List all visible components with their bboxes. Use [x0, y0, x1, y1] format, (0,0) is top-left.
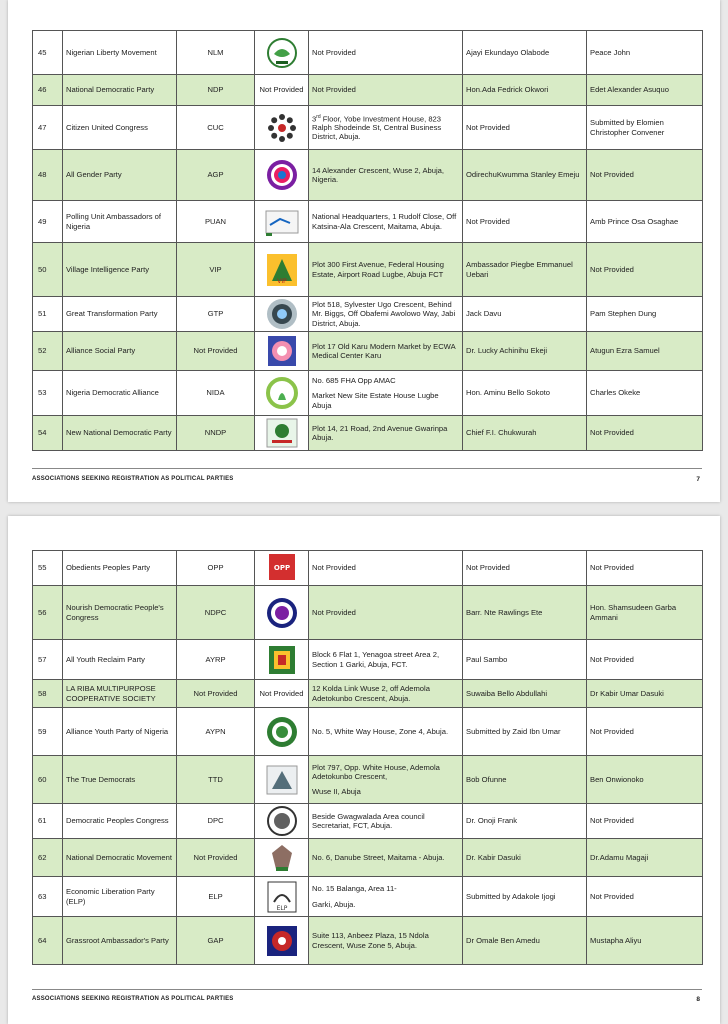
party-name: Alliance Social Party — [63, 332, 177, 371]
party-secretary: Not Provided — [587, 804, 703, 839]
page-number: 8 — [696, 996, 700, 1003]
party-secretary: Mustapha Aliyu — [587, 917, 703, 965]
party-name: Grassroot Ambassador's Party — [63, 917, 177, 965]
party-address — [309, 31, 463, 75]
address-line: Block 6 Flat 1, Yenagoa street Area 2, Section 1 Garki, Abuja, FCT. — [312, 650, 440, 669]
address-line-2: Market New Site Estate House Lugbe Abuja — [312, 391, 439, 410]
party-address — [309, 297, 463, 332]
party-secretary: Atugun Ezra Samuel — [587, 332, 703, 371]
address-superscript: rd — [316, 113, 321, 120]
party-abbreviation: NDP — [177, 75, 255, 106]
gap-logo-icon — [264, 924, 300, 958]
footer-divider — [32, 468, 702, 469]
party-chairman: Not Provided — [463, 201, 587, 243]
table-row — [33, 839, 703, 877]
party-secretary: Dr Kabir Umar Dasuki — [587, 680, 703, 708]
party-name: Polling Unit Ambassadors of Nigeria — [63, 201, 177, 243]
address-line: Plot 300 First Avenue, Federal Housing Estate, Airport Road Lugbe, Abuja FCT — [312, 260, 444, 279]
party-address — [309, 839, 463, 877]
party-address — [309, 708, 463, 756]
svg-text:ELP: ELP — [276, 904, 287, 912]
party-chairman: Chief F.I. Chukwurah — [463, 416, 587, 451]
party-secretary: Dr.Adamu Magaji — [587, 839, 703, 877]
address-line: Not Provided — [312, 47, 356, 57]
row-number: 58 — [33, 680, 63, 708]
party-logo — [255, 917, 309, 965]
row-number: 61 — [33, 804, 63, 839]
address-line: Floor, Yobe Investment House, 823 Ralph Shodeinde St, Central Business District, Abuja. — [312, 114, 442, 142]
party-secretary: Peace John — [587, 31, 703, 75]
address-line-2: Garki, Abuja. — [312, 899, 356, 909]
party-name: New National Democratic Party — [63, 416, 177, 451]
party-secretary: Amb Prince Osa Osaghae — [587, 201, 703, 243]
ndpc-logo-icon — [264, 596, 300, 630]
row-number: 49 — [33, 201, 63, 243]
party-logo — [255, 877, 309, 917]
party-chairman: Dr Omale Ben Amedu — [463, 917, 587, 965]
party-name: All Youth Reclaim Party — [63, 640, 177, 680]
row-number: 50 — [33, 243, 63, 297]
table-row — [33, 756, 703, 804]
footer-divider — [32, 989, 702, 990]
address-line: Not Provided — [312, 607, 356, 617]
party-abbreviation: VIP — [177, 243, 255, 297]
table-row — [33, 150, 703, 201]
party-logo — [255, 150, 309, 201]
party-name: Democratic Peoples Congress — [63, 804, 177, 839]
table-row — [33, 75, 703, 106]
table-row — [33, 551, 703, 586]
row-number: 47 — [33, 106, 63, 150]
party-chairman: Submitted by Adakole Ijogi — [463, 877, 587, 917]
party-chairman: Not Provided — [463, 551, 587, 586]
party-secretary: Not Provided — [587, 551, 703, 586]
party-secretary: Not Provided — [587, 416, 703, 451]
table-row — [33, 31, 703, 75]
nlm-logo-icon — [264, 36, 300, 70]
party-abbreviation: Not Provided — [177, 680, 255, 708]
party-secretary: Ben Onwionoko — [587, 756, 703, 804]
elp-logo-icon — [264, 880, 300, 914]
table-row — [33, 332, 703, 371]
party-abbreviation: ELP — [177, 877, 255, 917]
party-secretary: Not Provided — [587, 708, 703, 756]
ttd-logo-icon — [264, 763, 300, 797]
party-address — [309, 416, 463, 451]
address-line: Plot 14, 21 Road, 2nd Avenue Gwarinpa Abuja. — [312, 423, 448, 442]
party-name: The True Democrats — [63, 756, 177, 804]
party-chairman: Dr. Lucky Achinihu Ekeji — [463, 332, 587, 371]
table-row — [33, 708, 703, 756]
party-name: Great Transformation Party — [63, 297, 177, 332]
party-logo — [255, 640, 309, 680]
table-row — [33, 917, 703, 965]
party-abbreviation: NDPC — [177, 586, 255, 640]
party-address — [309, 150, 463, 201]
party-chairman: Jack Davu — [463, 297, 587, 332]
table-row — [33, 586, 703, 640]
party-address — [309, 680, 463, 708]
row-number: 56 — [33, 586, 63, 640]
address-line: Not Provided — [312, 563, 356, 573]
document-page-8 — [8, 516, 720, 1024]
party-address — [309, 332, 463, 371]
vip-logo-icon — [264, 253, 300, 287]
ndm-logo-icon — [264, 841, 300, 875]
address-line: Beside Gwagwalada Area council Secretariat, FCT, Abuja. — [312, 811, 425, 830]
party-logo — [255, 243, 309, 297]
party-name: Nigeria Democratic Alliance — [63, 371, 177, 416]
party-secretary: Submitted by Elomien Christopher Convener — [587, 106, 703, 150]
party-chairman: Barr. Nte Rawlings Ete — [463, 586, 587, 640]
address-line: No. 15 Balanga, Area 11- — [312, 884, 397, 894]
party-secretary: Not Provided — [587, 243, 703, 297]
party-abbreviation: Not Provided — [177, 839, 255, 877]
party-name: Economic Liberation Party (ELP) — [63, 877, 177, 917]
puan-logo-icon — [264, 205, 300, 239]
dpc-logo-icon — [264, 804, 300, 838]
party-name: Nourish Democratic People's Congress — [63, 586, 177, 640]
party-abbreviation: PUAN — [177, 201, 255, 243]
address-line-2: Wuse II, Abuja — [312, 787, 361, 797]
party-abbreviation: TTD — [177, 756, 255, 804]
party-name: Obedients Peoples Party — [63, 551, 177, 586]
row-number: 54 — [33, 416, 63, 451]
party-chairman: Dr. Kabir Dasuki — [463, 839, 587, 877]
party-secretary: Hon. Shamsudeen Garba Ammani — [587, 586, 703, 640]
party-address — [309, 804, 463, 839]
table-row — [33, 416, 703, 451]
party-address — [309, 371, 463, 416]
address-line: No. 685 FHA Opp AMAC — [312, 376, 396, 386]
row-number: 53 — [33, 371, 63, 416]
address-line: Plot 518, Sylvester Ugo Crescent, Behind Mr. Biggs, Off Obafemi Awolowo Way, Jabi District, Abuja. — [312, 300, 456, 328]
party-chairman: Dr. Onoji Frank — [463, 804, 587, 839]
address-line: 14 Alexander Crescent, Wuse 2, Abuja, Nigeria. — [312, 165, 444, 184]
party-chairman: Ajayi Ekundayo Olabode — [463, 31, 587, 75]
logo-not-provided: Not Provided — [259, 85, 304, 95]
address-line: Not Provided — [312, 85, 356, 95]
row-number: 62 — [33, 839, 63, 877]
table-row — [33, 201, 703, 243]
party-table — [32, 550, 703, 965]
party-secretary: Not Provided — [587, 150, 703, 201]
party-logo — [255, 31, 309, 75]
table-row — [33, 877, 703, 917]
party-address — [309, 551, 463, 586]
page-number: 7 — [696, 476, 700, 483]
party-chairman: OdirechuKwumma Stanley Emeju — [463, 150, 587, 201]
table-row — [33, 243, 703, 297]
party-logo — [255, 551, 309, 586]
party-name: All Gender Party — [63, 150, 177, 201]
party-chairman: Bob Ofunne — [463, 756, 587, 804]
table-row — [33, 371, 703, 416]
address-line: National Headquarters, 1 Rudolf Close, Off Katsina-Ala Crescent, Maitama, Abuja. — [312, 212, 457, 231]
party-abbreviation: AYRP — [177, 640, 255, 680]
party-logo — [255, 586, 309, 640]
table-row — [33, 106, 703, 150]
party-abbreviation: OPP — [177, 551, 255, 586]
nida-logo-icon — [264, 376, 300, 410]
party-name: Citizen United Congress — [63, 106, 177, 150]
row-number: 46 — [33, 75, 63, 106]
party-name: Nigerian Liberty Movement — [63, 31, 177, 75]
row-number: 51 — [33, 297, 63, 332]
party-chairman: Hon. Aminu Bello Sokoto — [463, 371, 587, 416]
party-abbreviation: NNDP — [177, 416, 255, 451]
svg-text:VIP: VIP — [276, 277, 287, 285]
party-abbreviation: GAP — [177, 917, 255, 965]
party-secretary: Not Provided — [587, 640, 703, 680]
party-logo — [255, 106, 309, 150]
party-chairman: Not Provided — [463, 106, 587, 150]
party-table — [32, 30, 703, 451]
party-address — [309, 201, 463, 243]
table-row — [33, 640, 703, 680]
opp-logo-icon — [264, 551, 300, 585]
table-row — [33, 297, 703, 332]
document-page-7 — [8, 0, 720, 502]
party-abbreviation: NLM — [177, 31, 255, 75]
party-secretary: Pam Stephen Dung — [587, 297, 703, 332]
party-logo — [255, 708, 309, 756]
party-chairman: Suwaiba Bello Abdullahi — [463, 680, 587, 708]
row-number: 48 — [33, 150, 63, 201]
party-name: Alliance Youth Party of Nigeria — [63, 708, 177, 756]
party-chairman: Ambassador Piegbe Emmanuel Uebari — [463, 243, 587, 297]
party-logo — [255, 804, 309, 839]
address-line: 12 Kolda Link Wuse 2, off Ademola Adetokunbo Crescent, Abuja. — [312, 684, 430, 703]
row-number: 59 — [33, 708, 63, 756]
party-chairman: Paul Sambo — [463, 640, 587, 680]
address-line: No. 5, White Way House, Zone 4, Abuja. — [312, 726, 449, 736]
party-name: National Democratic Party — [63, 75, 177, 106]
party-address — [309, 586, 463, 640]
party-address — [309, 756, 463, 804]
aypn-logo-icon — [264, 715, 300, 749]
party-address — [309, 917, 463, 965]
party-address — [309, 75, 463, 106]
address-line: Plot 17 Old Karu Modern Market by ECWA Medical Center Karu — [312, 341, 456, 360]
address-line: Suite 113, Anbeez Plaza, 15 Ndola Crescent, Wuse Zone 5, Abuja. — [312, 931, 429, 950]
party-logo — [255, 332, 309, 371]
party-chairman: Submitted by Zaid Ibn Umar — [463, 708, 587, 756]
row-number: 45 — [33, 31, 63, 75]
row-number: 52 — [33, 332, 63, 371]
party-abbreviation: NIDA — [177, 371, 255, 416]
agp-logo-icon — [264, 158, 300, 192]
party-abbreviation: GTP — [177, 297, 255, 332]
footer-title: ASSOCIATIONS SEEKING REGISTRATION AS POLITICAL PARTIES — [32, 476, 234, 482]
party-abbreviation: AGP — [177, 150, 255, 201]
nndp-logo-icon — [264, 416, 300, 450]
gtp-logo-icon — [264, 297, 300, 331]
party-abbreviation: CUC — [177, 106, 255, 150]
party-name: Village Intelligence Party — [63, 243, 177, 297]
party-chairman: Hon.Ada Fedrick Okwori — [463, 75, 587, 106]
party-logo — [255, 371, 309, 416]
party-logo — [255, 680, 309, 708]
row-number: 57 — [33, 640, 63, 680]
party-address — [309, 106, 463, 150]
party-address — [309, 877, 463, 917]
party-secretary: Charles Okeke — [587, 371, 703, 416]
address-line: No. 6, Danube Street, Maitama - Abuja. — [312, 852, 445, 862]
row-number: 55 — [33, 551, 63, 586]
table-row — [33, 804, 703, 839]
party-abbreviation: DPC — [177, 804, 255, 839]
party-logo — [255, 201, 309, 243]
party-logo — [255, 839, 309, 877]
party-name: National Democratic Movement — [63, 839, 177, 877]
party-logo — [255, 756, 309, 804]
footer-title: ASSOCIATIONS SEEKING REGISTRATION AS POLITICAL PARTIES — [32, 996, 234, 1002]
party-secretary: Not Provided — [587, 877, 703, 917]
party-address — [309, 243, 463, 297]
svg-text:OPP: OPP — [273, 564, 290, 572]
address-line: Plot 797, Opp. White House, Ademola Adetokunbo Crescent, — [312, 762, 440, 781]
party-logo — [255, 416, 309, 451]
address-floor: 3 — [312, 114, 317, 124]
party-abbreviation: Not Provided — [177, 332, 255, 371]
asp-logo-icon — [264, 334, 300, 368]
party-logo — [255, 297, 309, 332]
cuc-logo-icon — [264, 111, 300, 145]
party-logo — [255, 75, 309, 106]
row-number: 63 — [33, 877, 63, 917]
party-address — [309, 640, 463, 680]
party-abbreviation: AYPN — [177, 708, 255, 756]
table-row — [33, 680, 703, 708]
ayrp-logo-icon — [264, 643, 300, 677]
logo-not-provided: Not Provided — [259, 688, 304, 698]
party-secretary: Edet Alexander Asuquo — [587, 75, 703, 106]
row-number: 64 — [33, 917, 63, 965]
party-name: LA RIBA MULTIPURPOSE COOPERATIVE SOCIETY — [63, 680, 177, 708]
row-number: 60 — [33, 756, 63, 804]
